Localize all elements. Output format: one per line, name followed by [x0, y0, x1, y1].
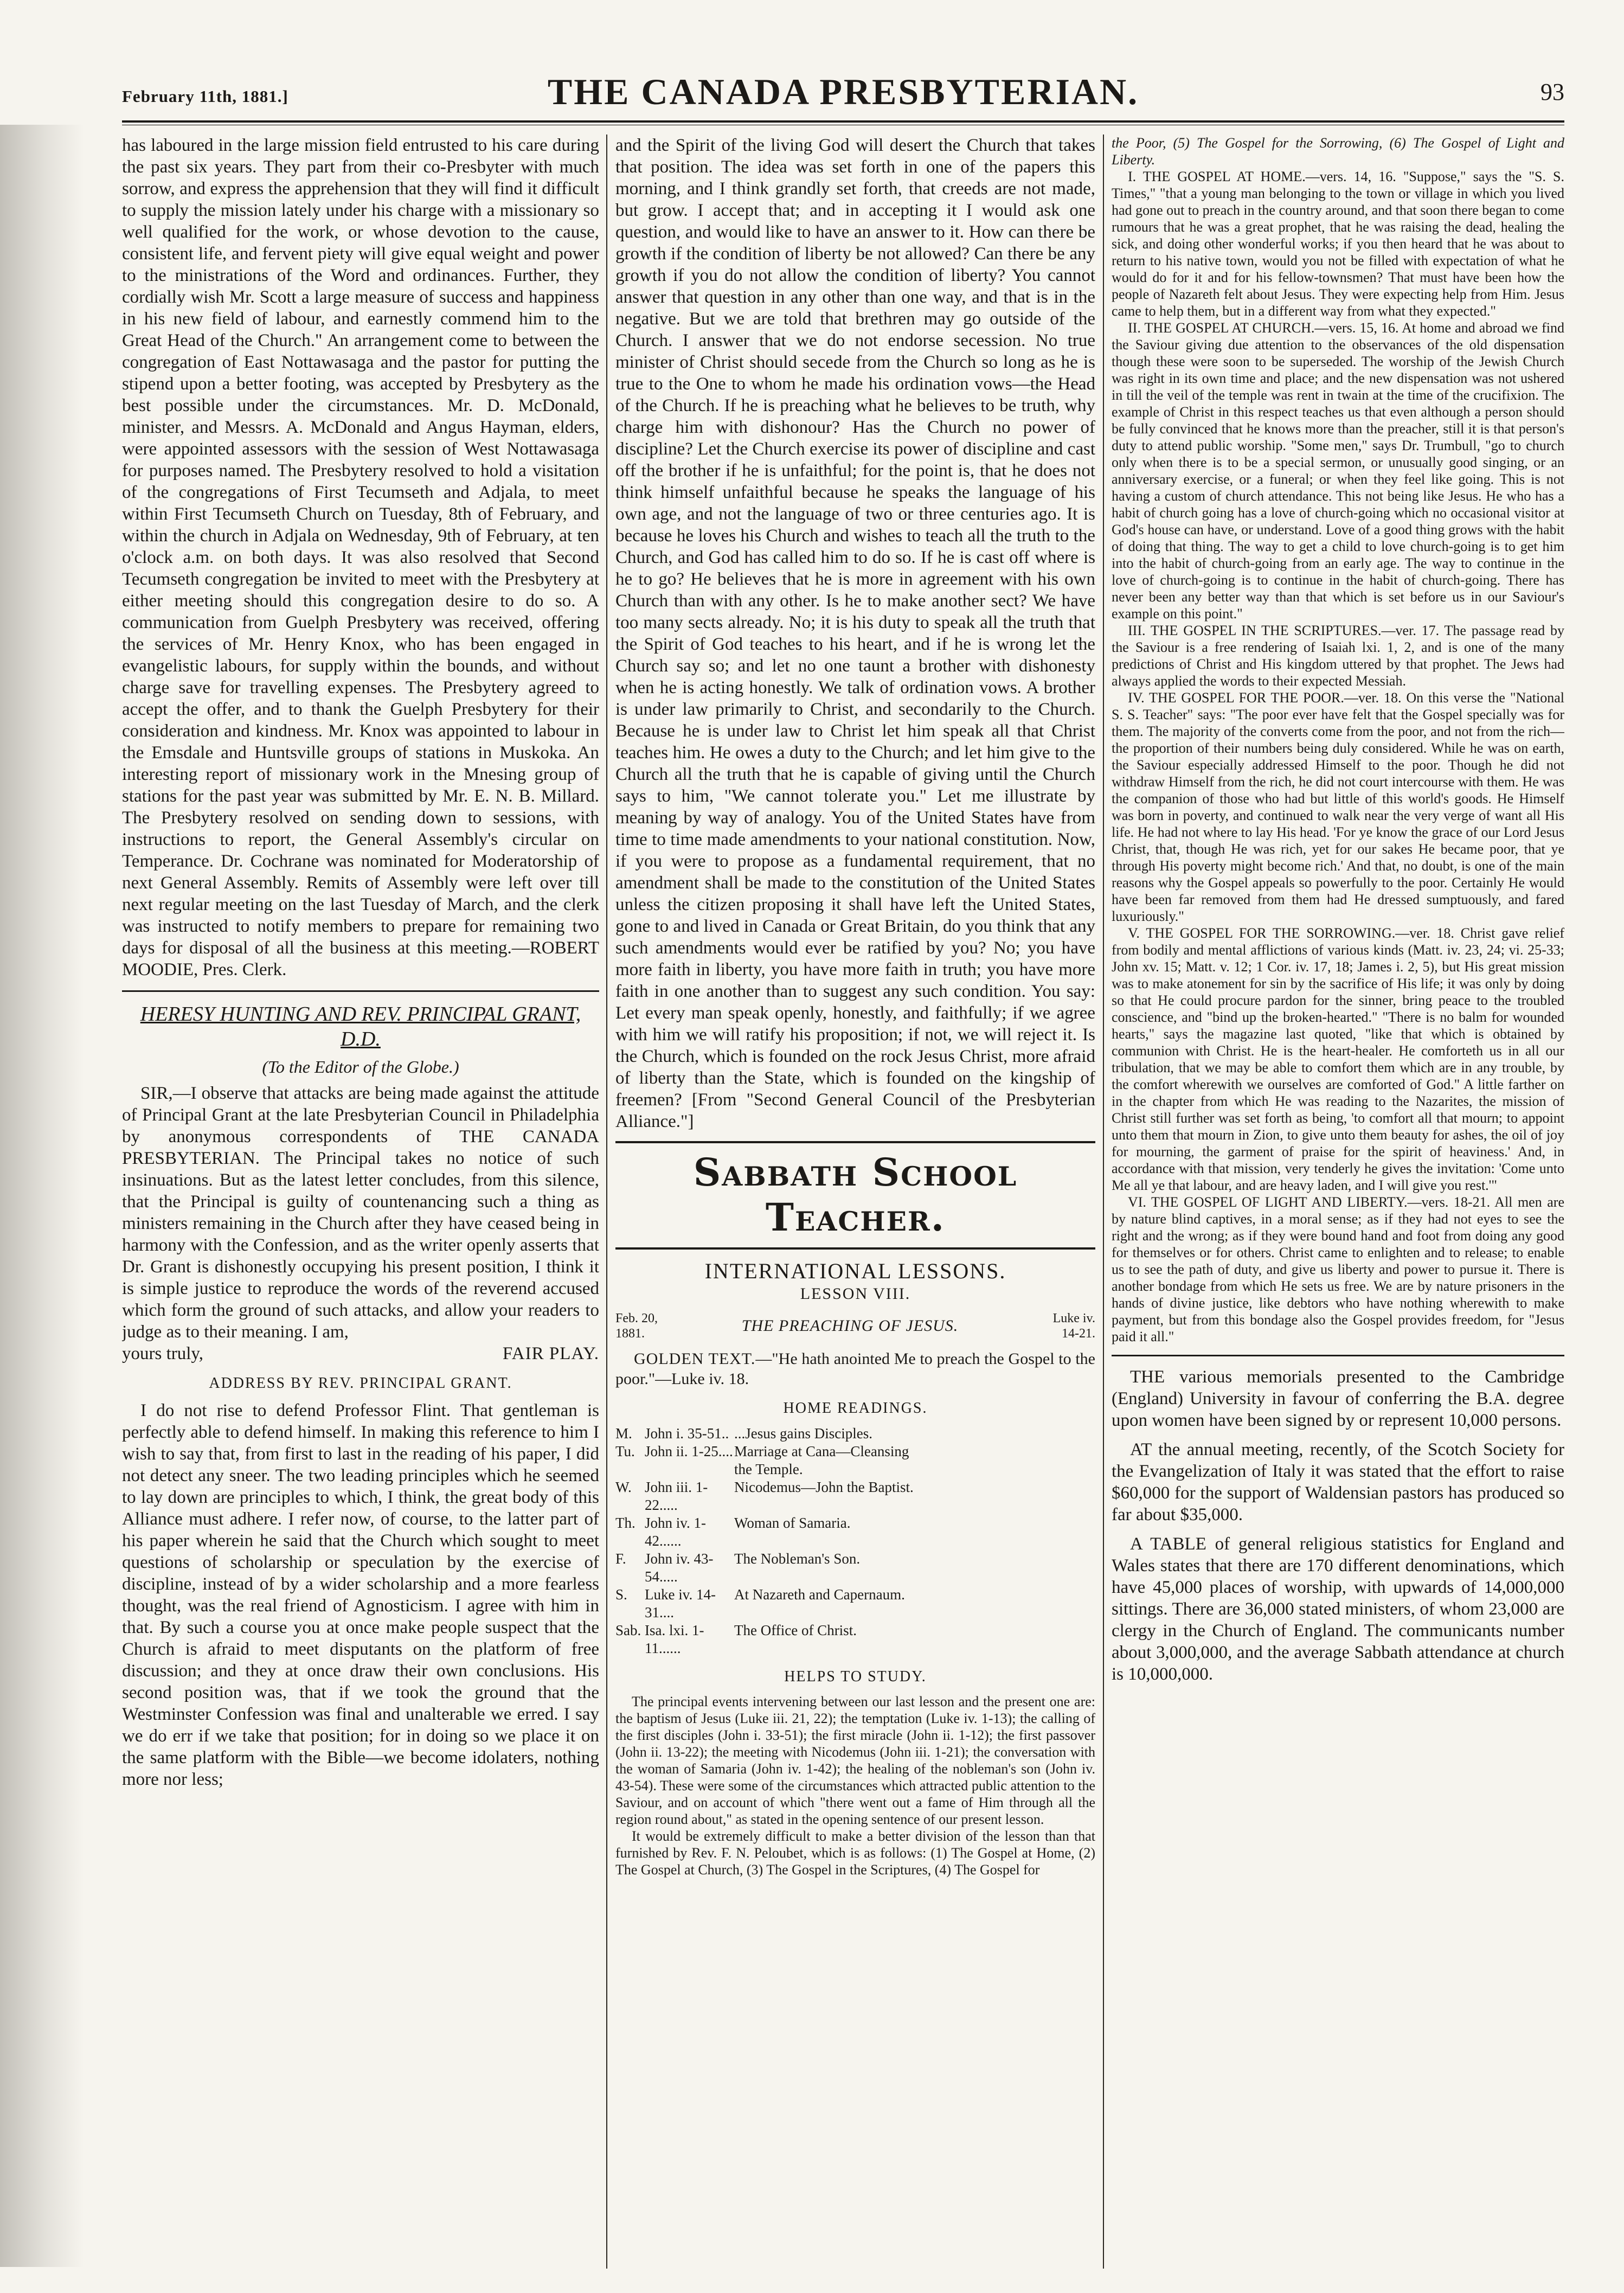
- issue-date: February 11th, 1881.]: [122, 87, 288, 106]
- page-number: 93: [1540, 79, 1564, 105]
- reading-ref: John iv. 43-54.....: [645, 1551, 714, 1585]
- reading-text: At Nazareth and Capernaum.: [734, 1586, 905, 1603]
- column-rule-2: [1103, 134, 1104, 2269]
- presbytery-report: has laboured in the large mission field entrusted to his care during the past six years. They part from their co-Presbyter with much sorrow, and express the apprehension that they will find it difficult to supply the mission lately under his charge with a missionary so well qualified for the work, or whose devotion to the cause, consistent life, and fervent piety will give equal weight and power to the ministrations of the Word and ordinances. Further, they cordially wish Mr. Scott a large measure of success and happiness in his new field of labour, and earnestly commend him to the Great Head of the Church." An arrangement come to between the congregation of East Nottawasaga and the pastor for putting the stipend upon a better footing, was accepted by Presbytery as the best possible under the circumstances. Mr. D. McDonald, minister, and Messrs. A. McDonald and Angus Hayman, elders, were appointed assessors with the session of West Nottawasaga for purposes named. The Presbytery resolved to hold a visitation of the congregations of First Tecumseth and Adjala, to meet within First Tecumseth Church on Tuesday, 8th of February, and within the church in Adjala on Wednesday, 9th of February, at ten o'clock a.m. on both days. It was also resolved that Second Tecumseth congregation be invited to meet with the Presbytery at either meeting should this congregation desire to do so. A communication from Guelph Presbytery was received, offering the services of Mr. Henry Knox, who has been engaged in evangelistic labours, for supply within the bounds, and without charge save for travelling expenses. The Presbytery agreed to accept the offer, and to thank the Guelph Presbytery for their consideration and kindness. Mr. Knox was appointed to labour in the Emsdale and Huntsville groups of stations in Muskoka. An interesting report of missionary work in the Mnesing group of stations for the past year was submitted by Mr. E. N. B. Millard. The Presbytery resolved on sending down to sessions, with instructions to report, the General Assembly's circular on Temperance. Dr. Cochrane was nominated for Moderatorship of next General Assembly. Remits of Assembly were left over till next regular meeting on the last Tuesday of March, and the clerk was instructed to notify members to prepare for remaining two days for disposal of all the business at this meeting.—ROBERT MOODIE, Pres. Clerk.: [122, 136, 599, 979]
- reading-row: [615, 1514, 1095, 1550]
- reading-text: ...Jesus gains Disciples.: [734, 1425, 872, 1442]
- signoff-yours: yours truly,: [122, 1344, 204, 1363]
- address-heading: ADDRESS BY REV. PRINCIPAL GRANT.: [209, 1375, 512, 1392]
- column-rule-1: [606, 134, 607, 2269]
- reading-row: [615, 1550, 1095, 1586]
- reading-day: Th.: [615, 1515, 636, 1531]
- reading-row: [615, 1443, 1095, 1461]
- golden-verse: —"He hath anointed Me to preach the Gospel to the poor."—Luke iv. 18.: [615, 1350, 1095, 1388]
- column-3: [1112, 134, 1564, 2269]
- heresy-article-title: HERESY HUNTING AND REV. PRINCIPAL GRANT, D.D.: [140, 1003, 581, 1051]
- address-text: I do not rise to defend Professor Flint. That gentleman is perfectly able to defend himself. In making this reference to him I wish to say that, from first to last in the reading of his paper, I did not detect any sneer. The two leading principles which he seemed to lay down are principles to which, I think, the great body of this Alliance must adhere. I refer now, of course, to the latter part of his paper wherein he said that the Church which sought to meet questions of scholarship or speculation by the exercise of discipline, instead of by a wider scholarship and a more fearless thought, was the real friend of Agnosticism. I agree with him in that. By such a course you at once make people suspect that the Church is afraid to meet disputants on the platform of free discussion; and they at once draw their own conclusions. His second position was, that if we took the ground that the Westminster Confession was final and unalterable we erred. I say we do err if we take that position; for in doing so we place it on the same platform with the Bible—we become idolaters, nothing more nor less;: [122, 1401, 599, 1789]
- reading-text: The Office of Christ.: [734, 1622, 857, 1638]
- lesson-section-1: I. THE GOSPEL AT HOME.—vers. 14, 16. "Suppose," says the "S. S. Times," "that a young man belonging to the town or village in which you lived had gone out to preach in the country around, and that soon there began to come rumours that he was a great prophet, that he was raising the dead, healing the sick, and doing other wonderful works; if you then heard that he was about to return to his native town, would you not be filled with expectation of what he would do for it and for his fellow-townsmen? That must have been how the people of Nazareth felt about Jesus. They were expecting help from Him. Jesus came to help them, but in a different way from what they expected.": [1112, 169, 1564, 319]
- reading-ref: John i. 35-51..: [645, 1425, 729, 1442]
- golden-text: [615, 1349, 1095, 1389]
- lesson-section-3: III. THE GOSPEL IN THE SCRIPTURES.—ver. 17. The passage read by the Saviour is a free rendering of Isaiah lxi. 1, 2, and is one of the many predictions of Christ and His kingdom uttered by that prophet. The Jews had always applied the words to their expected Messiah.: [1112, 623, 1564, 689]
- letter-signoff: [122, 1344, 599, 1364]
- lesson-info-row: [615, 1311, 1095, 1341]
- reading-day: Sab.: [615, 1622, 641, 1638]
- lesson-section-2: II. THE GOSPEL AT CHURCH.—vers. 15, 16. At home and abroad we find the Saviour giving due attention to the observances of the old dispensation though these were soon to be superseded. The worship of the Jewish Church was right in its own time and place; and the new dispensation was not ushered in till the veil of the temple was rent in twain at the time of the crucifixion. The example of Christ in this respect teaches us that even although a person should be fully convinced that he knows more than the preacher, still it is that person's duty to attend public worship. "Some men," says Dr. Trumbull, "go to church only when there is to be a special sermon, or unusually good singing, or an anniversary exercise, or a funeral; or when they feel like going. This is not having a custom of church attendance. This not being like Jesus. He who has a habit of church going has a love of church-going which no occasional visitor at God's house can have, or understand. Love of a good thing grows with the habit of doing that thing. The way to get a child to love church-going is to get him into the habit of church-going from an early age. The way to continue in the love of church-going is to continue in the habit of church-going. There has never been any better way than that which is set before us in our Saviour's example on this point.": [1112, 320, 1564, 622]
- signoff-signature: FAIR PLAY.: [502, 1344, 599, 1363]
- lesson-section-6: VI. THE GOSPEL OF LIGHT AND LIBERTY.—vers. 18-21. All men are by nature blind captives, in a moral sense; as if they had not eyes to see the right and the wrong; as if they were bound hand and foot from doing any good for themselves or for others. Christ came to enlighten and to release; to enable us to see the path of duty, and give us liberty and power to pursue it. There is another bondage from which He sets us free. We are by nature prisoners in the hands of divine justice, like debtors who have nothing wherewith to make payment, but from this bondage also the Gospel provides freedom, for "Jesus paid it all.": [1112, 1194, 1564, 1344]
- reading-ref: John iv. 1-42......: [645, 1515, 706, 1549]
- home-readings-heading: HOME READINGS.: [783, 1400, 928, 1417]
- reading-row: [615, 1478, 1095, 1514]
- lesson-number: LESSON VIII.: [800, 1285, 911, 1303]
- news-note-3: A TABLE of general religious statistics for England and Wales states that there are 170 different denominations, which have 45,000 places of worship, with upwards of 14,000,000 sittings. There are 36,000 stated ministers, of whom 23,000 are clergy in the Church of England. The communicants number about 3,000,000, and the average Sabbath attendance at church is 10,000,000.: [1112, 1534, 1564, 1684]
- article-divider: [122, 990, 599, 992]
- helps-heading: HELPS TO STUDY.: [784, 1668, 927, 1685]
- address-continued: and the Spirit of the living God will desert the Church that takes that position. The idea was set forth in one of the papers this morning, and I think grandly set forth, that creeds are not made, but grow. I accept that; and in accepting it I would ask one question, and would like to have an answer to it. How can there be growth if the condition of liberty be not allowed? Can there be any growth if you do not allow the condition of liberty? You cannot answer that question in any other than one way, and that is in the negative. But we are told that brethren may go outside of the Church. I answer that we do not endorse secession. No true minister of Christ should secede from the Church so long as he is true to the One to whom he made his ordination vows—the Head of the Church. If he is preaching what he believes to be truth, why charge him with dishonour? Has the Church no power of discipline? Let the Church exercise its power of discipline and cast off the brother if he is unfaithful; for the point is, that he does not think himself unfaithful because he speaks the language of his own age, and not the language of two or three centuries ago. It is because he loves his Church and wishes to teach all the truth to the Church, and God has called him to do so. If he is cast off where is he to go? He believes that he is more in agreement with his own Church than with any other. Is he to make another sect? We have too many sects already. No; it is his duty to speak all the truth that the Spirit of God teaches to his heart, and if he is wrong let the Church say so; and let no one taunt a brother with dishonesty when he is acting honestly. We talk of ordination vows. A brother is under law primarily to Christ, and secondarily to the Church. Because he is under law to Christ let him speak all that Christ teaches him. He owes a duty to the Church; and let him give to the Church all the truth that he is capable of giving until the Church says to him, "We cannot tolerate you." Let me illustrate by meaning by way of analogy. You of the United States have from time to time made amendments to your national constitution. Now, if you were to propose as a fundamental requirement, that no amendment shall be made to the constitution of the United States unless the citizen proposing it shall have left the United States, gone to and lived in Canada or Great Britain, do you think that any such amendments would ever be ratified by you? No; you have more faith in liberty, you have more faith in truth; you have more faith in one another than to suggest any such condition. You say: Let every man speak openly, honestly, and faithfully; if we agree with him we will ratify his proposition; if not, we will reject it. Is the Church, which is founded on the rock Jesus Christ, more afraid of liberty than the State, which is founded on the kingship of freemen? [From "Second General Council of the Presbyterian Alliance."]: [615, 136, 1095, 1131]
- reading-ref: Isa. lxi. 1-11......: [645, 1622, 704, 1656]
- lesson-theme: THE PREACHING OF JESUS.: [741, 1317, 959, 1335]
- lesson-reference: Luke iv. 14-21.: [1052, 1311, 1095, 1341]
- reading-day: F.: [615, 1551, 626, 1567]
- golden-label: GOLDEN TEXT.: [634, 1350, 756, 1368]
- home-readings-list: [615, 1425, 1095, 1657]
- lesson-section-4: IV. THE GOSPEL FOR THE POOR.—ver. 18. On this verse the "National S. S. Teacher" says: "The poor ever have felt that the Gospel specially was for them. The majority of the converts come from the poor, and not from the rich—the proportion of their numbers being duly considered. While he was on earth, the Saviour especially addressed Himself to the poor. Though he did not withdraw Himself from the rich, he did not court intercourse with them. He was the companion of those who had but little of this world's goods. He Himself was born in poverty, and continued to walk near the very verge of want all His life. He had not where to lay His head. 'For ye know the grace of our Lord Jesus Christ, that, though He was rich, yet for our sakes He became poor, that ye through His poverty might become rich.' And that, no doubt, is one of the main reasons why the Gospel appeals so powerfully to the poor. Certainly He would have been far removed from them had He dressed sumptuously, and fared luxuriously.": [1112, 690, 1564, 924]
- heresy-letter: SIR,—I observe that attacks are being made against the attitude of Principal Grant at the late Presbyterian Council in Philadelphia by anonymous correspondents of THE CANADA PRESBYTERIAN. The Principal takes no notice of such insinuations. But as the latest letter concludes, from this silence, that the Principal is guilty of countenancing such a thing as ministers remaining in the Church after they have ceased being in harmony with the Confession, and as the writer openly asserts that Dr. Grant is dishonestly occupying his present position, I think it is simple justice to reproduce the words of the reverend accused which form the ground of such attacks, and allow your readers to judge as to their meaning. I am,: [122, 1084, 599, 1342]
- reading-text: The Nobleman's Son.: [734, 1551, 861, 1567]
- helps-paragraph-1: The principal events intervening between our last lesson and the present one are: the baptism of Jesus (Luke iii. 21, 22); the temptation (Luke iv. 1-13); the calling of the first disciples (John i. 33-51); the first miracle (John ii. 1-12); the first passover (John ii. 13-22); the meeting with Nicodemus (John iii. 1-21); the conversation with the woman of Samaria (John iv. 1-42); the healing of the nobleman's son (John iv. 43-54). These were some of the circumstances which attracted public attention to the Saviour, and on account of which "there went out a fame of Him through all the region round about," as stated in the opening sentence of our present lesson.: [615, 1694, 1095, 1827]
- reading-row: [615, 1425, 1095, 1443]
- lesson-section-5: V. THE GOSPEL FOR THE SORROWING.—ver. 18. Christ gave relief from bodily and mental afflictions of various kinds (Matt. iv. 23, 24; vi. 25-33; John xv. 15; Matt. v. 12; 1 Cor. iv. 17, 18; James i. 2, 5), but His great mission was to make atonement for sin by the sacrifice of His life; it was only by doing so that He could procure pardon for the sinner, bring peace to the troubled conscience, and "bind up the broken-hearted." "There is no balm for wounded hearts," says the magazine last quoted, "like that which is obtained by communion with Christ. He is the heart-healer. He comforteth us in all our tribulation, that we may be able to comfort them which are in any trouble, by the comfort wherewith we ourselves are comforted of God." A little farther on in the chapter from which He was reading to the Nazarites, the mission of Christ still further was set forth as being, 'to comfort all that mourn; to appoint unto them that mourn in Zion, to give unto them beauty for ashes, the oil of joy for mourning, the garment of praise for the spirit of heaviness.' And, in accordance with that mission, very tenderly he gives the invitation: 'Come unto Me all ye that labour, and are heavy laden, and I will give you rest.'": [1112, 925, 1564, 1193]
- column-1: [122, 134, 599, 2269]
- reading-row: [615, 1586, 1095, 1622]
- reading-day: Tu.: [615, 1443, 635, 1459]
- masthead-title: THE CANADA PRESBYTERIAN.: [547, 71, 1139, 112]
- sabbath-school-banner: Sabbath School Teacher.: [615, 1141, 1095, 1250]
- editor-note: (To the Editor of the Globe.): [262, 1057, 459, 1077]
- reading-text: Marriage at Cana—Cleansing: [734, 1443, 909, 1459]
- header-rule: [122, 120, 1564, 123]
- lessons-title: INTERNATIONAL LESSONS.: [704, 1259, 1006, 1283]
- reading-day: M.: [615, 1425, 632, 1442]
- page-header: [122, 71, 1564, 119]
- reading-continuation: the Temple.: [734, 1461, 803, 1477]
- reading-day: S.: [615, 1586, 627, 1603]
- reading-ref: Luke iv. 14-31....: [645, 1586, 716, 1621]
- helps-continued: the Poor, (5) The Gospel for the Sorrowing, (6) The Gospel of Light and Liberty.: [1112, 135, 1564, 168]
- helps-paragraph-2: It would be extremely difficult to make a better division of the lesson than that furnished by Rev. F. N. Peloubet, which is as follows: (1) The Gospel at Home, (2) The Gospel at Church, (3) The Gospel in the Scriptures, (4) The Gospel for: [615, 1828, 1095, 1878]
- reading-day: W.: [615, 1479, 632, 1495]
- scan-binding-shadow: [0, 125, 84, 2267]
- reading-text: Nicodemus—John the Baptist.: [734, 1479, 914, 1495]
- reading-row: [615, 1622, 1095, 1657]
- reading-text: Woman of Samaria.: [734, 1515, 851, 1531]
- news-note-2: AT the annual meeting, recently, of the Scotch Society for the Evangelization of Italy it was stated that the effort to raise $60,000 for the support of Waldensian pastors has produced so far about $35,000.: [1112, 1440, 1564, 1525]
- lesson-date: Feb. 20, 1881.: [615, 1311, 658, 1341]
- reading-ref: John iii. 1-22.....: [645, 1479, 708, 1513]
- column-2: [615, 134, 1095, 2269]
- reading-ref: John ii. 1-25....: [645, 1443, 733, 1459]
- news-note-1: THE various memorials presented to the Cambridge (England) University in favour of conferring the B.A. degree upon women have been signed by or represent 10,000 persons.: [1112, 1367, 1564, 1430]
- notes-divider: [1112, 1355, 1564, 1356]
